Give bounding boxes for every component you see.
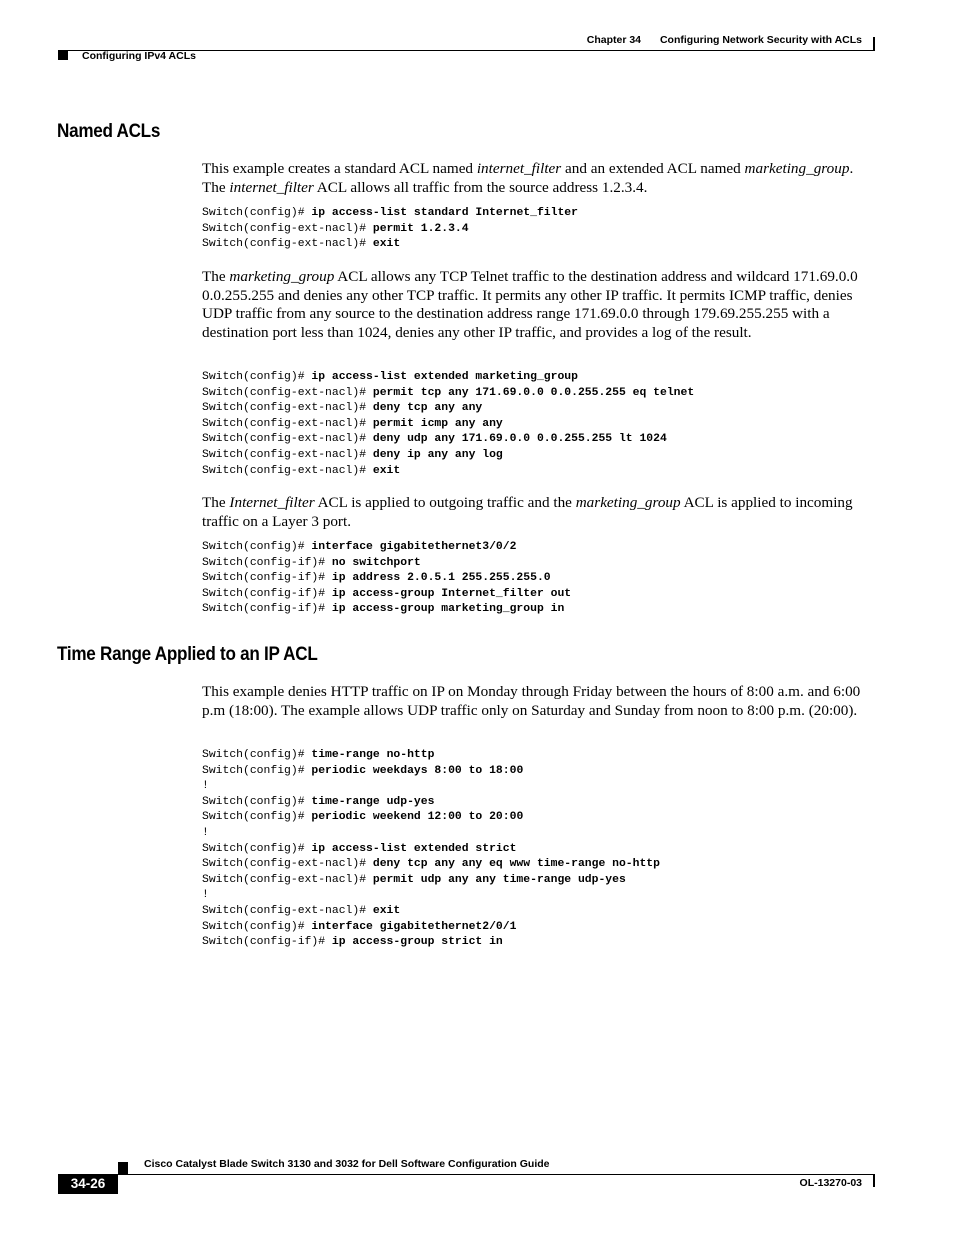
code-line [202, 540, 571, 556]
cli-command: deny udp any 171.69.0.0 0.0.255.255 lt 1024 [372, 433, 667, 446]
cli-prompt: Switch(config-if)# [202, 556, 332, 569]
cli-prompt: Switch(config-ext-nacl)# [202, 402, 373, 415]
cli-command: interface gigabitethernet3/0/2 [311, 541, 517, 553]
cli-prompt: Switch(config)# [202, 795, 312, 808]
text-run: ACL allows all traffic from the source address 1.2.3.4. [313, 178, 648, 196]
italic-term: marketing_group [229, 268, 335, 285]
paragraph [202, 683, 874, 720]
cli-prompt: Switch(config)# [202, 371, 312, 383]
cli-command: deny tcp any any eq www time-range no-http [372, 858, 660, 871]
cli-prompt: Switch(config-ext-nacl)# [202, 904, 373, 917]
heading-time-range: Time Range Applied to an IP ACL [57, 644, 318, 665]
footer-block-marker [118, 1162, 128, 1174]
code-line [202, 748, 660, 764]
code-line [202, 448, 694, 464]
code-line [202, 935, 660, 951]
cli-command: ip access-group strict in [331, 936, 503, 949]
code-line [202, 810, 660, 826]
cli-command: exit [372, 904, 401, 917]
cli-prompt: Switch(config)# [202, 842, 312, 855]
text-run: This example denies HTTP traffic on IP on Monday through Friday between the hours of 8:00 a.m. and 6:00 p.m (18:00). The example allows UDP traffic only on Saturday and Sunday from noon to 8:00 p.m. (20:00). [202, 683, 861, 719]
text-run: The [202, 494, 230, 511]
cli-command: permit icmp any any [372, 417, 503, 430]
code-line [202, 432, 694, 448]
cli-prompt: Switch(config-ext-nacl)# [202, 417, 373, 430]
cli-command: interface gigabitethernet2/0/1 [311, 920, 517, 933]
text-run: This example creates a standard ACL named [202, 160, 477, 177]
code-line [202, 417, 694, 433]
paragraph [202, 268, 874, 343]
code-line [202, 602, 571, 618]
cli-prompt: Switch(config-ext-nacl)# [202, 433, 373, 446]
cli-command: deny tcp any any [372, 402, 483, 415]
paragraph [202, 494, 874, 531]
footer-book-title: Cisco Catalyst Blade Switch 3130 and 3032 for Dell Software Configuration Guide [144, 1158, 550, 1170]
cli-prompt: Switch(config-ext-nacl)# [202, 464, 373, 477]
code-line [202, 764, 660, 780]
code-line [202, 401, 694, 417]
cli-prompt: Switch(config)# [202, 920, 312, 933]
code-line [202, 587, 571, 603]
chapter-title: Configuring Network Security with ACLs [659, 34, 862, 46]
text-run: ACL is applied to incoming traffic on a Layer 3 port. [202, 494, 853, 530]
cli-prompt: Switch(config)# [202, 207, 312, 219]
cli-command: periodic weekdays 8:00 to 18:00 [311, 764, 524, 777]
cli-prompt: Switch(config-ext-nacl)# [202, 222, 373, 235]
italic-term: Internet_filter [229, 494, 315, 511]
italic-term: marketing_group [744, 160, 850, 177]
cli-command: periodic weekend 12:00 to 20:00 [311, 811, 524, 824]
cli-prompt: Switch(config-ext-nacl)# [202, 873, 373, 886]
code-line [202, 920, 660, 936]
heading-named-acls: Named ACLs [57, 121, 161, 142]
code-line [202, 826, 660, 842]
header-tick [873, 37, 875, 50]
cli-prompt: Switch(config-if)# [202, 572, 332, 585]
code-line [202, 795, 660, 811]
footer-tick [873, 1175, 875, 1187]
cli-prompt: ! [202, 826, 209, 839]
code-line [202, 464, 694, 480]
code-block [202, 748, 660, 951]
cli-prompt: ! [202, 889, 209, 902]
cli-command: deny ip any any log [372, 448, 503, 461]
code-line [202, 571, 571, 587]
code-line [202, 386, 694, 402]
cli-command: exit [372, 238, 401, 251]
code-line [202, 873, 660, 889]
code-line [202, 237, 578, 253]
cli-prompt: Switch(config-ext-nacl)# [202, 386, 373, 399]
running-header [587, 34, 862, 46]
code-line [202, 857, 660, 873]
code-line [202, 888, 660, 904]
header-block-marker [58, 51, 68, 60]
text-run: . The [202, 160, 854, 196]
italic-term: internet_filter [476, 160, 562, 177]
code-block [202, 206, 578, 253]
italic-term: marketing_group [575, 494, 681, 511]
cli-command: permit tcp any 171.69.0.0 0.0.255.255 eq telnet [372, 386, 695, 399]
footer-rule [58, 1174, 875, 1175]
paragraph [202, 160, 874, 197]
cli-command: ip access-group Internet_filter out [331, 587, 572, 600]
cli-command: time-range no-http [311, 749, 435, 761]
text-run: ACL is applied to outgoing traffic and the [314, 494, 576, 511]
cli-prompt: Switch(config-if)# [202, 936, 332, 949]
cli-prompt: ! [202, 780, 209, 793]
code-line [202, 556, 571, 572]
cli-command: ip address 2.0.5.1 255.255.255.0 [331, 572, 551, 585]
cli-command: no switchport [331, 556, 421, 569]
cli-command: ip access-list extended marketing_group [311, 371, 578, 383]
text-run: ACL allows any TCP Telnet traffic to the destination address and wildcard 171.69.0.0 0.0.255.255 and denies any other TCP traffic. It permits any other IP traffic. It permits ICMP traffic, denies UDP traffic from any source to the destination address range 171.69.0.0 through 179.69.255.255 with a destination port less than 1024, denies any other IP traffic, and provides a log of the result. [202, 268, 858, 342]
cli-command: permit udp any any time-range udp-yes [372, 873, 626, 886]
cli-prompt: Switch(config)# [202, 811, 312, 824]
cli-prompt: Switch(config-if)# [202, 603, 332, 616]
cli-prompt: Switch(config-ext-nacl)# [202, 238, 373, 251]
code-block [202, 540, 571, 618]
italic-term: internet_filter [229, 178, 314, 196]
cli-prompt: Switch(config-ext-nacl)# [202, 448, 373, 461]
cli-command: ip access-group marketing_group in [331, 603, 565, 616]
cli-prompt: Switch(config)# [202, 749, 312, 761]
code-line [202, 206, 578, 222]
cli-command: time-range udp-yes [311, 795, 435, 808]
cli-prompt: Switch(config-ext-nacl)# [202, 858, 373, 871]
code-line [202, 222, 578, 238]
code-line [202, 904, 660, 920]
text-run: The [202, 268, 230, 285]
cli-prompt: Switch(config)# [202, 764, 312, 777]
cli-command: ip access-list standard Internet_filter [311, 207, 578, 219]
code-line [202, 842, 660, 858]
cli-command: permit 1.2.3.4 [372, 222, 469, 235]
code-line [202, 370, 694, 386]
cli-prompt: Switch(config)# [202, 541, 312, 553]
text-run: and an extended ACL named [561, 160, 745, 177]
code-line [202, 779, 660, 795]
chapter-number: Chapter 34 [586, 34, 642, 46]
code-block [202, 370, 694, 479]
cli-command: ip access-list extended strict [311, 842, 517, 855]
page-number: 34-26 [58, 1174, 118, 1194]
document-id: OL-13270-03 [799, 1177, 862, 1189]
section-header: Configuring IPv4 ACLs [82, 50, 196, 62]
cli-command: exit [372, 464, 401, 477]
cli-prompt: Switch(config-if)# [202, 587, 332, 600]
